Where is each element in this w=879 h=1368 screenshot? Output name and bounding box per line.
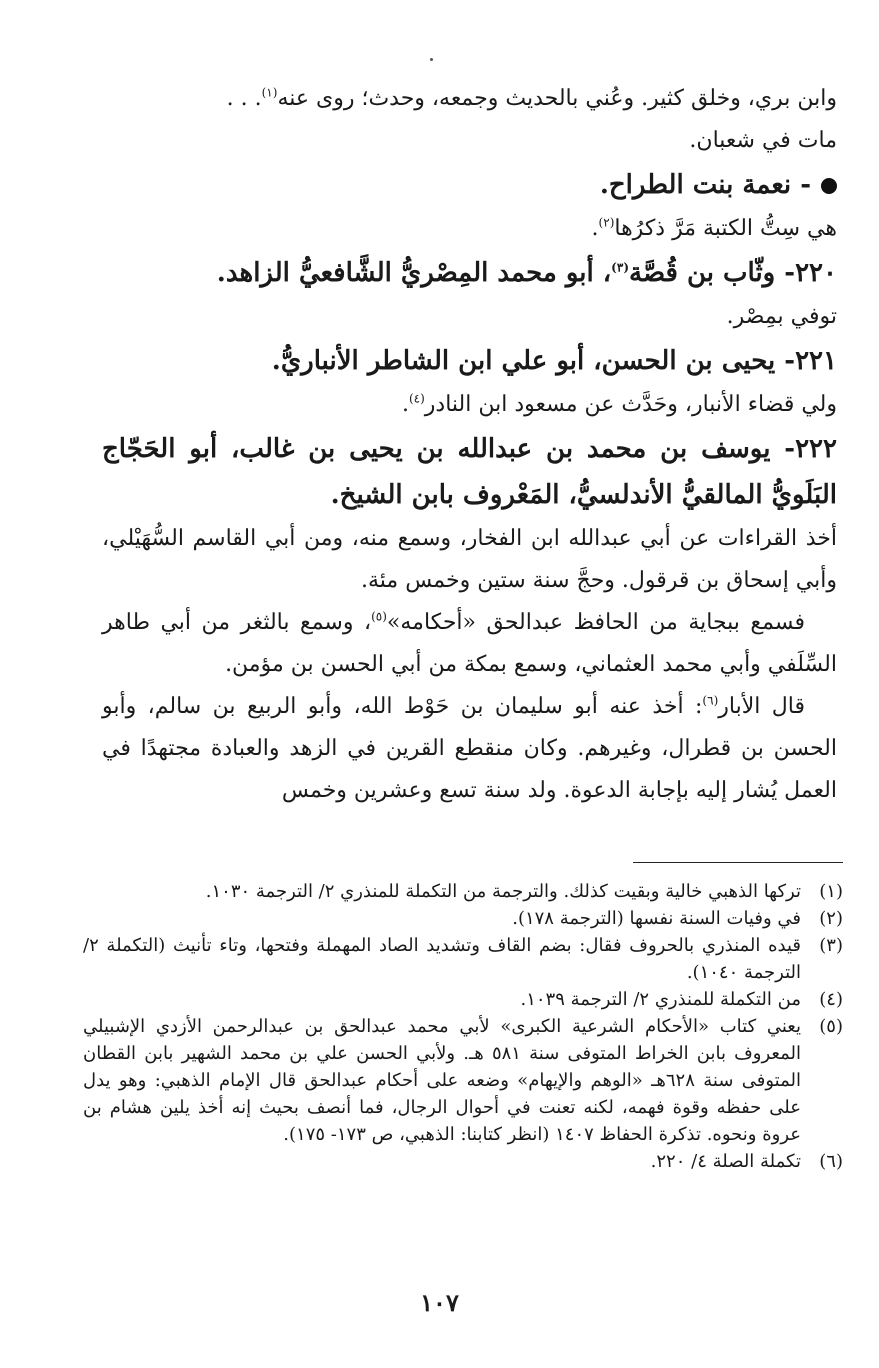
footnote-text: قيده المنذري بالحروف فقال: بضم القاف وتشديد الصاد المهملة وفتحها، وتاء تأنيث (التكملة ٢/ الترجمة ١٠٤٠). <box>83 935 801 983</box>
bullet-icon <box>821 178 837 194</box>
ellipsis: . . . <box>226 86 262 111</box>
footnote <box>83 986 843 1013</box>
period: . <box>401 392 409 417</box>
footnotes <box>83 878 843 1175</box>
footnote-number: (٦) <box>819 1151 843 1172</box>
entry-noma-title <box>102 162 837 208</box>
entry-222-paragraph-1: أخذ القراءات عن أبي عبدالله ابن الفخار، وسمع منه، ومن أبي القاسم السُّهَيْلي، وأبي إسحاق بن قرقول. وحجَّ سنة ستين وخمس مئة. <box>102 526 837 593</box>
entry-220-epithet: ، أبو محمد المِصْريُّ الشَّافعيُّ الزاهد. <box>216 258 612 288</box>
continuation-text: وابن بري، وخلق كثير. وعُني بالحديث وجمعه، وحدث؛ روى عنه <box>277 86 837 111</box>
entry-222-p3-start: قال الأبار <box>718 694 805 719</box>
footnote-text: من التكملة للمنذري ٢/ الترجمة ١٠٣٩. <box>520 989 801 1010</box>
continuation-paragraph <box>102 78 837 120</box>
entry-220-name: ٢٢٠- وثّاب بن قُصَّة <box>629 258 837 288</box>
footnote <box>83 1148 843 1175</box>
footnote-number: (١) <box>819 881 843 902</box>
footnote-text: تكملة الصلة ٤/ ٢٢٠. <box>650 1151 801 1172</box>
entry-noma-body: هي سِتُّ الكتبة مَرَّ ذكرُها <box>614 216 837 241</box>
footnote-number: (٥) <box>819 1016 843 1037</box>
footnote-ref-5: (٥) <box>371 609 387 624</box>
footnote-ref-1: (١) <box>261 85 278 100</box>
footnote-number: (٤) <box>819 989 843 1010</box>
footnote-text: تركها الذهبي خالية وبقيت كذلك. والترجمة من التكملة للمنذري ٢/ الترجمة ١٠٣٠. <box>205 881 801 902</box>
footnote-divider <box>633 862 843 863</box>
entry-221-text <box>102 384 837 426</box>
death-note: مات في شعبان. <box>689 128 837 153</box>
entry-noma-name: - نعمة بنت الطراح. <box>599 170 811 200</box>
entry-222-title: ٢٢٢- يوسف بن محمد بن عبدالله بن يحيى بن غالب، أبو الحَجّاج البَلَويُّ المالقيُّ الأندلسيُّ، المَعْروف بابن الشيخ. <box>102 434 837 510</box>
entry-222-p2-end: ، وسمع بالثغر من أبي طاهر السِّلَفي وأبي محمد العثماني، وسمع بمكة من أبي الحسن بن مؤمن. <box>102 610 837 677</box>
entry-222-paragraph-3 <box>102 686 837 812</box>
entry-220-title <box>102 250 837 296</box>
footnote <box>83 932 843 986</box>
footnote-ref-6: (٦) <box>702 693 719 708</box>
entry-222-paragraph-2 <box>102 602 837 686</box>
footnote-ref-2: (٢) <box>598 215 615 230</box>
entry-221-title: ٢٢١- يحيى بن الحسن، أبو علي ابن الشاطر الأنباريُّ. <box>271 346 837 376</box>
entry-221-body: ولي قضاء الأنبار، وحَدَّث عن مسعود ابن النادر <box>424 392 837 417</box>
entry-noma-text <box>102 208 837 250</box>
page-number: ١٠٧ <box>420 1288 459 1317</box>
footnote-ref-3: (٣) <box>611 260 629 275</box>
footnote <box>83 905 843 932</box>
entry-220-text: توفي بمِصْر. <box>726 304 837 329</box>
entry-222-p3-end: : أخذ عنه أبو سليمان بن حَوْط الله، وأبو الربيع بن سالم، وأبو الحسن بن قطرال، وغيرهم. وكان منقطع القرين في الزهد والعبادة مجتهدًا في العمل يُشار إليه بإجابة الدعوة. ولد سنة تسع وعشرين وخمس <box>102 694 837 803</box>
entry-222-p2-start: فسمع ببجاية من الحافظ عبدالحق «أحكامه» <box>386 610 805 635</box>
print-speck <box>430 58 433 61</box>
footnote-text: يعني كتاب «الأحكام الشرعية الكبرى» لأبي محمد عبدالحق بن عبدالرحمن الأزدي الإشبيلي المعروف بابن الخراط المتوفى سنة ٥٨١ هـ. ولأبي الحسن علي بن محمد الشهير بابن القطان المتوفى سنة ٦٢٨هـ «الوهم والإيهام» وضعه على أحكام عبدالحق قال الإمام الذهبي: وهو يدل على حفظه وقوة فهمه، لكنه تعنت في أحوال الرجال، فما أنصف بحيث إنه أخذ يلين هشام بن عروة ونحوه. تذكرة الحفاظ ١٤٠٧ (انظر كتابنا: الذهبي، ص ١٧٣- ١٧٥). <box>83 1016 801 1145</box>
footnote-number: (٢) <box>819 908 843 929</box>
footnote-ref-4: (٤) <box>408 391 425 406</box>
footnote-text: في وفيات السنة نفسها (الترجمة ١٧٨). <box>512 908 801 929</box>
period: . <box>591 216 599 241</box>
main-text <box>102 78 837 812</box>
footnote <box>83 878 843 905</box>
footnote <box>83 1013 843 1148</box>
footnote-number: (٣) <box>819 935 843 956</box>
